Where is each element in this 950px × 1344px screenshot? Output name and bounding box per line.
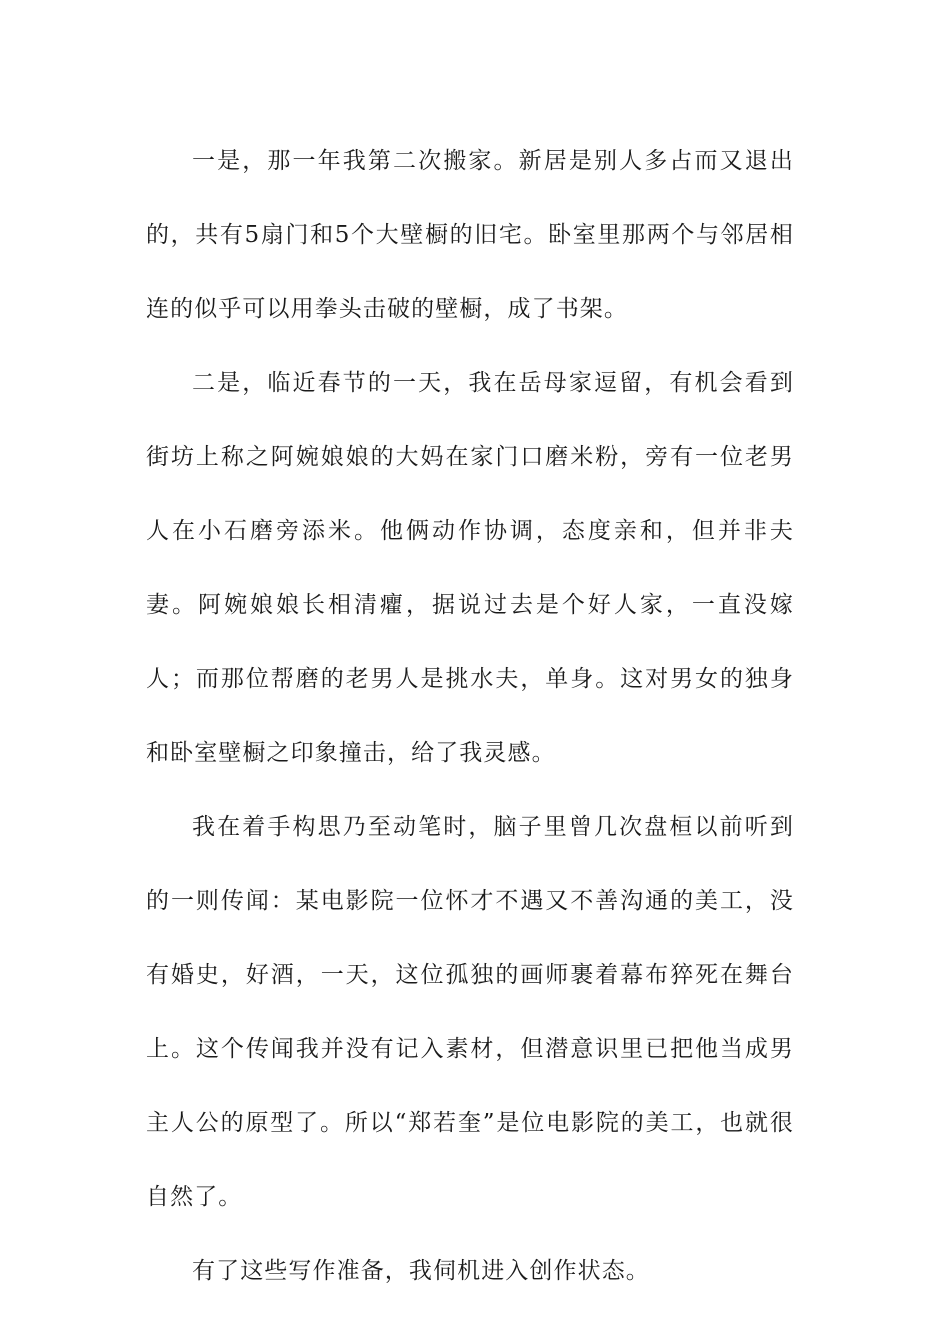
- paragraph-writing-ready: 有了这些写作准备，我伺机进入创作状态。: [192, 1258, 650, 1284]
- paragraph-cinema-rumor: 我在着手构思乃至动笔时，脑子里曾几次盘桓以前听到的一则传闻：某电影院一位怀才不遇又不善沟通的美工，没有婚史，好酒，一天，这位孤独的画师裹着幕布猝死在舞台上。这个传闻我并没有记入素材，但潜意识里已把他当成男主人公的原型了。所以“郑若奎”是位电影院的美工，也就很自然了。: [146, 814, 794, 1210]
- paragraph-spring-festival: 二是，临近春节的一天，我在岳母家逗留，有机会看到街坊上称之阿婉娘娘的大妈在家门口磨米粉，旁有一位老男人在小石磨旁添米。他俩动作协调，态度亲和，但并非夫妻。阿婉娘娘长相清癯，据说过去是个好人家，一直没嫁人；而那位帮磨的老男人是挑水夫，单身。这对男女的独身和卧室壁橱之印象撞击，给了我灵感。: [146, 370, 794, 766]
- document-body: [146, 124, 794, 1308]
- paragraph-moving-house: 一是，那一年我第二次搬家。新居是别人多占而又退出的，共有5扇门和5个大壁橱的旧宅。卧室里那两个与邻居相连的似乎可以用拳头击破的壁橱，成了书架。: [146, 148, 794, 322]
